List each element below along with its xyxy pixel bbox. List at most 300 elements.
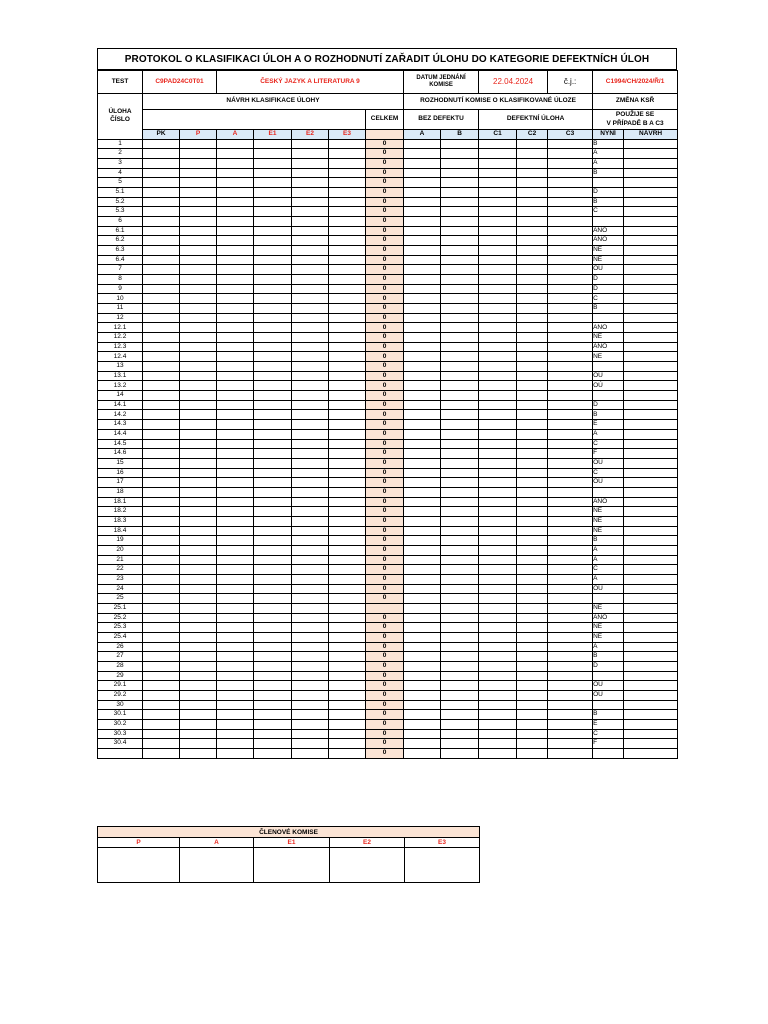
key-proposal-cell[interactable] bbox=[624, 207, 678, 217]
proposal-cell[interactable] bbox=[143, 178, 180, 188]
decision-cell[interactable] bbox=[517, 217, 548, 227]
decision-cell[interactable] bbox=[517, 207, 548, 217]
proposal-cell[interactable] bbox=[329, 468, 366, 478]
proposal-cell[interactable] bbox=[329, 516, 366, 526]
proposal-cell[interactable] bbox=[143, 719, 180, 729]
proposal-cell[interactable] bbox=[217, 362, 254, 372]
decision-cell[interactable] bbox=[441, 584, 479, 594]
proposal-cell[interactable] bbox=[180, 584, 217, 594]
decision-cell[interactable] bbox=[441, 700, 479, 710]
proposal-cell[interactable] bbox=[292, 555, 329, 565]
decision-cell[interactable] bbox=[548, 410, 593, 420]
decision-cell[interactable] bbox=[517, 478, 548, 488]
proposal-cell[interactable] bbox=[217, 574, 254, 584]
proposal-cell[interactable] bbox=[143, 255, 180, 265]
proposal-cell[interactable] bbox=[329, 217, 366, 227]
decision-cell[interactable] bbox=[517, 323, 548, 333]
proposal-cell[interactable] bbox=[292, 226, 329, 236]
proposal-cell[interactable] bbox=[180, 313, 217, 323]
proposal-cell[interactable] bbox=[292, 526, 329, 536]
decision-cell[interactable] bbox=[404, 729, 441, 739]
proposal-cell[interactable] bbox=[180, 555, 217, 565]
proposal-cell[interactable] bbox=[329, 749, 366, 759]
proposal-cell[interactable] bbox=[292, 749, 329, 759]
proposal-cell[interactable] bbox=[217, 265, 254, 275]
decision-cell[interactable] bbox=[404, 420, 441, 430]
proposal-cell[interactable] bbox=[180, 594, 217, 604]
proposal-cell[interactable] bbox=[329, 729, 366, 739]
decision-cell[interactable] bbox=[479, 400, 517, 410]
decision-cell[interactable] bbox=[479, 217, 517, 227]
proposal-cell[interactable] bbox=[143, 139, 180, 149]
proposal-cell[interactable] bbox=[143, 236, 180, 246]
decision-cell[interactable] bbox=[441, 400, 479, 410]
proposal-cell[interactable] bbox=[180, 400, 217, 410]
decision-cell[interactable] bbox=[479, 603, 517, 613]
decision-cell[interactable] bbox=[404, 642, 441, 652]
key-proposal-cell[interactable] bbox=[624, 391, 678, 401]
decision-cell[interactable] bbox=[517, 197, 548, 207]
proposal-cell[interactable] bbox=[180, 188, 217, 198]
decision-cell[interactable] bbox=[479, 342, 517, 352]
proposal-cell[interactable] bbox=[217, 690, 254, 700]
key-proposal-cell[interactable] bbox=[624, 719, 678, 729]
decision-cell[interactable] bbox=[548, 400, 593, 410]
decision-cell[interactable] bbox=[441, 391, 479, 401]
proposal-cell[interactable] bbox=[329, 671, 366, 681]
key-proposal-cell[interactable] bbox=[624, 584, 678, 594]
proposal-cell[interactable] bbox=[180, 507, 217, 517]
proposal-cell[interactable] bbox=[254, 342, 292, 352]
key-proposal-cell[interactable] bbox=[624, 487, 678, 497]
decision-cell[interactable] bbox=[548, 574, 593, 584]
proposal-cell[interactable] bbox=[329, 246, 366, 256]
proposal-cell[interactable] bbox=[180, 381, 217, 391]
proposal-cell[interactable] bbox=[143, 594, 180, 604]
decision-cell[interactable] bbox=[517, 371, 548, 381]
proposal-cell[interactable] bbox=[143, 188, 180, 198]
decision-cell[interactable] bbox=[404, 555, 441, 565]
proposal-cell[interactable] bbox=[180, 159, 217, 169]
proposal-cell[interactable] bbox=[292, 284, 329, 294]
decision-cell[interactable] bbox=[548, 304, 593, 314]
decision-cell[interactable] bbox=[517, 574, 548, 584]
key-proposal-cell[interactable] bbox=[624, 710, 678, 720]
proposal-cell[interactable] bbox=[329, 458, 366, 468]
decision-cell[interactable] bbox=[404, 749, 441, 759]
decision-cell[interactable] bbox=[441, 497, 479, 507]
decision-cell[interactable] bbox=[441, 371, 479, 381]
proposal-cell[interactable] bbox=[329, 352, 366, 362]
proposal-cell[interactable] bbox=[217, 710, 254, 720]
decision-cell[interactable] bbox=[404, 255, 441, 265]
proposal-cell[interactable] bbox=[217, 642, 254, 652]
proposal-cell[interactable] bbox=[143, 168, 180, 178]
decision-cell[interactable] bbox=[517, 149, 548, 159]
key-proposal-cell[interactable] bbox=[624, 275, 678, 285]
proposal-cell[interactable] bbox=[143, 323, 180, 333]
decision-cell[interactable] bbox=[441, 449, 479, 459]
decision-cell[interactable] bbox=[479, 739, 517, 749]
decision-cell[interactable] bbox=[441, 526, 479, 536]
proposal-cell[interactable] bbox=[217, 700, 254, 710]
decision-cell[interactable] bbox=[479, 313, 517, 323]
key-proposal-cell[interactable] bbox=[624, 323, 678, 333]
proposal-cell[interactable] bbox=[180, 371, 217, 381]
decision-cell[interactable] bbox=[548, 739, 593, 749]
proposal-cell[interactable] bbox=[292, 217, 329, 227]
decision-cell[interactable] bbox=[441, 458, 479, 468]
proposal-cell[interactable] bbox=[254, 284, 292, 294]
proposal-cell[interactable] bbox=[292, 594, 329, 604]
decision-cell[interactable] bbox=[548, 642, 593, 652]
decision-cell[interactable] bbox=[479, 323, 517, 333]
proposal-cell[interactable] bbox=[329, 275, 366, 285]
proposal-cell[interactable] bbox=[180, 362, 217, 372]
proposal-cell[interactable] bbox=[217, 159, 254, 169]
decision-cell[interactable] bbox=[404, 536, 441, 546]
decision-cell[interactable] bbox=[548, 536, 593, 546]
decision-cell[interactable] bbox=[548, 217, 593, 227]
key-proposal-cell[interactable] bbox=[624, 458, 678, 468]
decision-cell[interactable] bbox=[517, 700, 548, 710]
proposal-cell[interactable] bbox=[292, 719, 329, 729]
proposal-cell[interactable] bbox=[217, 381, 254, 391]
proposal-cell[interactable] bbox=[329, 391, 366, 401]
key-proposal-cell[interactable] bbox=[624, 507, 678, 517]
proposal-cell[interactable] bbox=[217, 139, 254, 149]
decision-cell[interactable] bbox=[517, 265, 548, 275]
decision-cell[interactable] bbox=[517, 178, 548, 188]
key-proposal-cell[interactable] bbox=[624, 168, 678, 178]
proposal-cell[interactable] bbox=[143, 603, 180, 613]
decision-cell[interactable] bbox=[441, 217, 479, 227]
decision-cell[interactable] bbox=[517, 439, 548, 449]
decision-cell[interactable] bbox=[441, 749, 479, 759]
decision-cell[interactable] bbox=[548, 207, 593, 217]
proposal-cell[interactable] bbox=[292, 304, 329, 314]
decision-cell[interactable] bbox=[517, 710, 548, 720]
decision-cell[interactable] bbox=[548, 603, 593, 613]
key-proposal-cell[interactable] bbox=[624, 255, 678, 265]
proposal-cell[interactable] bbox=[329, 594, 366, 604]
decision-cell[interactable] bbox=[404, 458, 441, 468]
decision-cell[interactable] bbox=[548, 342, 593, 352]
decision-cell[interactable] bbox=[441, 661, 479, 671]
proposal-cell[interactable] bbox=[329, 236, 366, 246]
decision-cell[interactable] bbox=[441, 690, 479, 700]
proposal-cell[interactable] bbox=[143, 371, 180, 381]
proposal-cell[interactable] bbox=[143, 613, 180, 623]
proposal-cell[interactable] bbox=[254, 294, 292, 304]
proposal-cell[interactable] bbox=[254, 275, 292, 285]
decision-cell[interactable] bbox=[404, 362, 441, 372]
proposal-cell[interactable] bbox=[180, 139, 217, 149]
decision-cell[interactable] bbox=[479, 749, 517, 759]
proposal-cell[interactable] bbox=[180, 284, 217, 294]
proposal-cell[interactable] bbox=[292, 294, 329, 304]
decision-cell[interactable] bbox=[404, 526, 441, 536]
decision-cell[interactable] bbox=[404, 603, 441, 613]
proposal-cell[interactable] bbox=[143, 710, 180, 720]
decision-cell[interactable] bbox=[517, 497, 548, 507]
decision-cell[interactable] bbox=[517, 545, 548, 555]
proposal-cell[interactable] bbox=[254, 207, 292, 217]
proposal-cell[interactable] bbox=[217, 255, 254, 265]
decision-cell[interactable] bbox=[479, 478, 517, 488]
decision-cell[interactable] bbox=[517, 603, 548, 613]
proposal-cell[interactable] bbox=[254, 313, 292, 323]
proposal-cell[interactable] bbox=[217, 352, 254, 362]
proposal-cell[interactable] bbox=[217, 536, 254, 546]
decision-cell[interactable] bbox=[404, 342, 441, 352]
proposal-cell[interactable] bbox=[143, 159, 180, 169]
decision-cell[interactable] bbox=[548, 497, 593, 507]
decision-cell[interactable] bbox=[479, 719, 517, 729]
decision-cell[interactable] bbox=[404, 236, 441, 246]
decision-cell[interactable] bbox=[479, 526, 517, 536]
proposal-cell[interactable] bbox=[292, 149, 329, 159]
decision-cell[interactable] bbox=[517, 594, 548, 604]
proposal-cell[interactable] bbox=[217, 304, 254, 314]
proposal-cell[interactable] bbox=[180, 632, 217, 642]
key-proposal-cell[interactable] bbox=[624, 178, 678, 188]
proposal-cell[interactable] bbox=[254, 555, 292, 565]
decision-cell[interactable] bbox=[548, 265, 593, 275]
decision-cell[interactable] bbox=[441, 207, 479, 217]
proposal-cell[interactable] bbox=[143, 642, 180, 652]
proposal-cell[interactable] bbox=[254, 420, 292, 430]
proposal-cell[interactable] bbox=[292, 507, 329, 517]
decision-cell[interactable] bbox=[441, 613, 479, 623]
proposal-cell[interactable] bbox=[292, 391, 329, 401]
decision-cell[interactable] bbox=[479, 671, 517, 681]
proposal-cell[interactable] bbox=[254, 545, 292, 555]
proposal-cell[interactable] bbox=[180, 545, 217, 555]
proposal-cell[interactable] bbox=[292, 545, 329, 555]
decision-cell[interactable] bbox=[548, 526, 593, 536]
decision-cell[interactable] bbox=[517, 516, 548, 526]
decision-cell[interactable] bbox=[548, 478, 593, 488]
decision-cell[interactable] bbox=[441, 594, 479, 604]
decision-cell[interactable] bbox=[548, 584, 593, 594]
proposal-cell[interactable] bbox=[217, 323, 254, 333]
proposal-cell[interactable] bbox=[254, 497, 292, 507]
decision-cell[interactable] bbox=[548, 178, 593, 188]
proposal-cell[interactable] bbox=[217, 497, 254, 507]
proposal-cell[interactable] bbox=[180, 149, 217, 159]
proposal-cell[interactable] bbox=[292, 255, 329, 265]
proposal-cell[interactable] bbox=[329, 304, 366, 314]
proposal-cell[interactable] bbox=[254, 526, 292, 536]
proposal-cell[interactable] bbox=[180, 652, 217, 662]
proposal-cell[interactable] bbox=[254, 536, 292, 546]
proposal-cell[interactable] bbox=[254, 246, 292, 256]
decision-cell[interactable] bbox=[517, 420, 548, 430]
proposal-cell[interactable] bbox=[254, 236, 292, 246]
decision-cell[interactable] bbox=[404, 333, 441, 343]
proposal-cell[interactable] bbox=[254, 478, 292, 488]
proposal-cell[interactable] bbox=[217, 681, 254, 691]
decision-cell[interactable] bbox=[548, 458, 593, 468]
proposal-cell[interactable] bbox=[254, 700, 292, 710]
decision-cell[interactable] bbox=[548, 545, 593, 555]
proposal-cell[interactable] bbox=[180, 217, 217, 227]
decision-cell[interactable] bbox=[404, 623, 441, 633]
decision-cell[interactable] bbox=[548, 555, 593, 565]
proposal-cell[interactable] bbox=[217, 478, 254, 488]
proposal-cell[interactable] bbox=[254, 642, 292, 652]
decision-cell[interactable] bbox=[404, 516, 441, 526]
proposal-cell[interactable] bbox=[292, 323, 329, 333]
proposal-cell[interactable] bbox=[254, 681, 292, 691]
proposal-cell[interactable] bbox=[254, 507, 292, 517]
proposal-cell[interactable] bbox=[217, 149, 254, 159]
proposal-cell[interactable] bbox=[329, 545, 366, 555]
decision-cell[interactable] bbox=[404, 159, 441, 169]
proposal-cell[interactable] bbox=[217, 632, 254, 642]
decision-cell[interactable] bbox=[479, 429, 517, 439]
proposal-cell[interactable] bbox=[292, 574, 329, 584]
proposal-cell[interactable] bbox=[217, 719, 254, 729]
proposal-cell[interactable] bbox=[292, 536, 329, 546]
member-signature-p[interactable] bbox=[98, 848, 180, 883]
proposal-cell[interactable] bbox=[292, 468, 329, 478]
proposal-cell[interactable] bbox=[143, 449, 180, 459]
decision-cell[interactable] bbox=[479, 391, 517, 401]
decision-cell[interactable] bbox=[517, 507, 548, 517]
proposal-cell[interactable] bbox=[254, 594, 292, 604]
decision-cell[interactable] bbox=[479, 149, 517, 159]
proposal-cell[interactable] bbox=[217, 391, 254, 401]
member-signature-e3[interactable] bbox=[405, 848, 480, 883]
decision-cell[interactable] bbox=[548, 352, 593, 362]
proposal-cell[interactable] bbox=[217, 603, 254, 613]
proposal-cell[interactable] bbox=[292, 342, 329, 352]
proposal-cell[interactable] bbox=[217, 584, 254, 594]
decision-cell[interactable] bbox=[404, 197, 441, 207]
decision-cell[interactable] bbox=[548, 710, 593, 720]
key-proposal-cell[interactable] bbox=[624, 284, 678, 294]
key-proposal-cell[interactable] bbox=[624, 565, 678, 575]
proposal-cell[interactable] bbox=[254, 400, 292, 410]
proposal-cell[interactable] bbox=[143, 352, 180, 362]
decision-cell[interactable] bbox=[441, 304, 479, 314]
decision-cell[interactable] bbox=[517, 333, 548, 343]
decision-cell[interactable] bbox=[404, 487, 441, 497]
proposal-cell[interactable] bbox=[329, 226, 366, 236]
decision-cell[interactable] bbox=[441, 468, 479, 478]
decision-cell[interactable] bbox=[548, 700, 593, 710]
decision-cell[interactable] bbox=[441, 255, 479, 265]
decision-cell[interactable] bbox=[517, 458, 548, 468]
proposal-cell[interactable] bbox=[254, 661, 292, 671]
decision-cell[interactable] bbox=[441, 236, 479, 246]
proposal-cell[interactable] bbox=[329, 168, 366, 178]
proposal-cell[interactable] bbox=[292, 565, 329, 575]
proposal-cell[interactable] bbox=[329, 507, 366, 517]
proposal-cell[interactable] bbox=[329, 362, 366, 372]
decision-cell[interactable] bbox=[479, 381, 517, 391]
decision-cell[interactable] bbox=[517, 168, 548, 178]
decision-cell[interactable] bbox=[441, 478, 479, 488]
decision-cell[interactable] bbox=[404, 207, 441, 217]
decision-cell[interactable] bbox=[548, 294, 593, 304]
proposal-cell[interactable] bbox=[217, 294, 254, 304]
proposal-cell[interactable] bbox=[254, 449, 292, 459]
proposal-cell[interactable] bbox=[143, 284, 180, 294]
decision-cell[interactable] bbox=[517, 449, 548, 459]
decision-cell[interactable] bbox=[517, 255, 548, 265]
key-proposal-cell[interactable] bbox=[624, 652, 678, 662]
decision-cell[interactable] bbox=[548, 468, 593, 478]
decision-cell[interactable] bbox=[479, 304, 517, 314]
decision-cell[interactable] bbox=[517, 565, 548, 575]
proposal-cell[interactable] bbox=[292, 178, 329, 188]
proposal-cell[interactable] bbox=[217, 661, 254, 671]
proposal-cell[interactable] bbox=[180, 342, 217, 352]
decision-cell[interactable] bbox=[548, 439, 593, 449]
proposal-cell[interactable] bbox=[254, 352, 292, 362]
decision-cell[interactable] bbox=[479, 545, 517, 555]
decision-cell[interactable] bbox=[404, 710, 441, 720]
proposal-cell[interactable] bbox=[143, 197, 180, 207]
proposal-cell[interactable] bbox=[217, 565, 254, 575]
member-signature-a[interactable] bbox=[180, 848, 254, 883]
proposal-cell[interactable] bbox=[180, 323, 217, 333]
key-proposal-cell[interactable] bbox=[624, 381, 678, 391]
proposal-cell[interactable] bbox=[329, 342, 366, 352]
decision-cell[interactable] bbox=[548, 661, 593, 671]
key-proposal-cell[interactable] bbox=[624, 294, 678, 304]
proposal-cell[interactable] bbox=[217, 400, 254, 410]
proposal-cell[interactable] bbox=[143, 400, 180, 410]
decision-cell[interactable] bbox=[404, 391, 441, 401]
proposal-cell[interactable] bbox=[217, 671, 254, 681]
decision-cell[interactable] bbox=[404, 246, 441, 256]
decision-cell[interactable] bbox=[479, 681, 517, 691]
proposal-cell[interactable] bbox=[143, 545, 180, 555]
proposal-cell[interactable] bbox=[329, 420, 366, 430]
proposal-cell[interactable] bbox=[329, 555, 366, 565]
decision-cell[interactable] bbox=[548, 391, 593, 401]
proposal-cell[interactable] bbox=[292, 739, 329, 749]
decision-cell[interactable] bbox=[479, 236, 517, 246]
proposal-cell[interactable] bbox=[217, 594, 254, 604]
proposal-cell[interactable] bbox=[254, 613, 292, 623]
decision-cell[interactable] bbox=[517, 275, 548, 285]
proposal-cell[interactable] bbox=[143, 458, 180, 468]
proposal-cell[interactable] bbox=[329, 690, 366, 700]
decision-cell[interactable] bbox=[517, 313, 548, 323]
decision-cell[interactable] bbox=[548, 690, 593, 700]
proposal-cell[interactable] bbox=[254, 749, 292, 759]
proposal-cell[interactable] bbox=[292, 207, 329, 217]
proposal-cell[interactable] bbox=[143, 420, 180, 430]
proposal-cell[interactable] bbox=[329, 265, 366, 275]
key-proposal-cell[interactable] bbox=[624, 468, 678, 478]
proposal-cell[interactable] bbox=[180, 197, 217, 207]
proposal-cell[interactable] bbox=[180, 690, 217, 700]
proposal-cell[interactable] bbox=[143, 681, 180, 691]
proposal-cell[interactable] bbox=[217, 168, 254, 178]
proposal-cell[interactable] bbox=[254, 690, 292, 700]
proposal-cell[interactable] bbox=[329, 584, 366, 594]
decision-cell[interactable] bbox=[441, 429, 479, 439]
proposal-cell[interactable] bbox=[254, 516, 292, 526]
decision-cell[interactable] bbox=[441, 226, 479, 236]
proposal-cell[interactable] bbox=[292, 275, 329, 285]
